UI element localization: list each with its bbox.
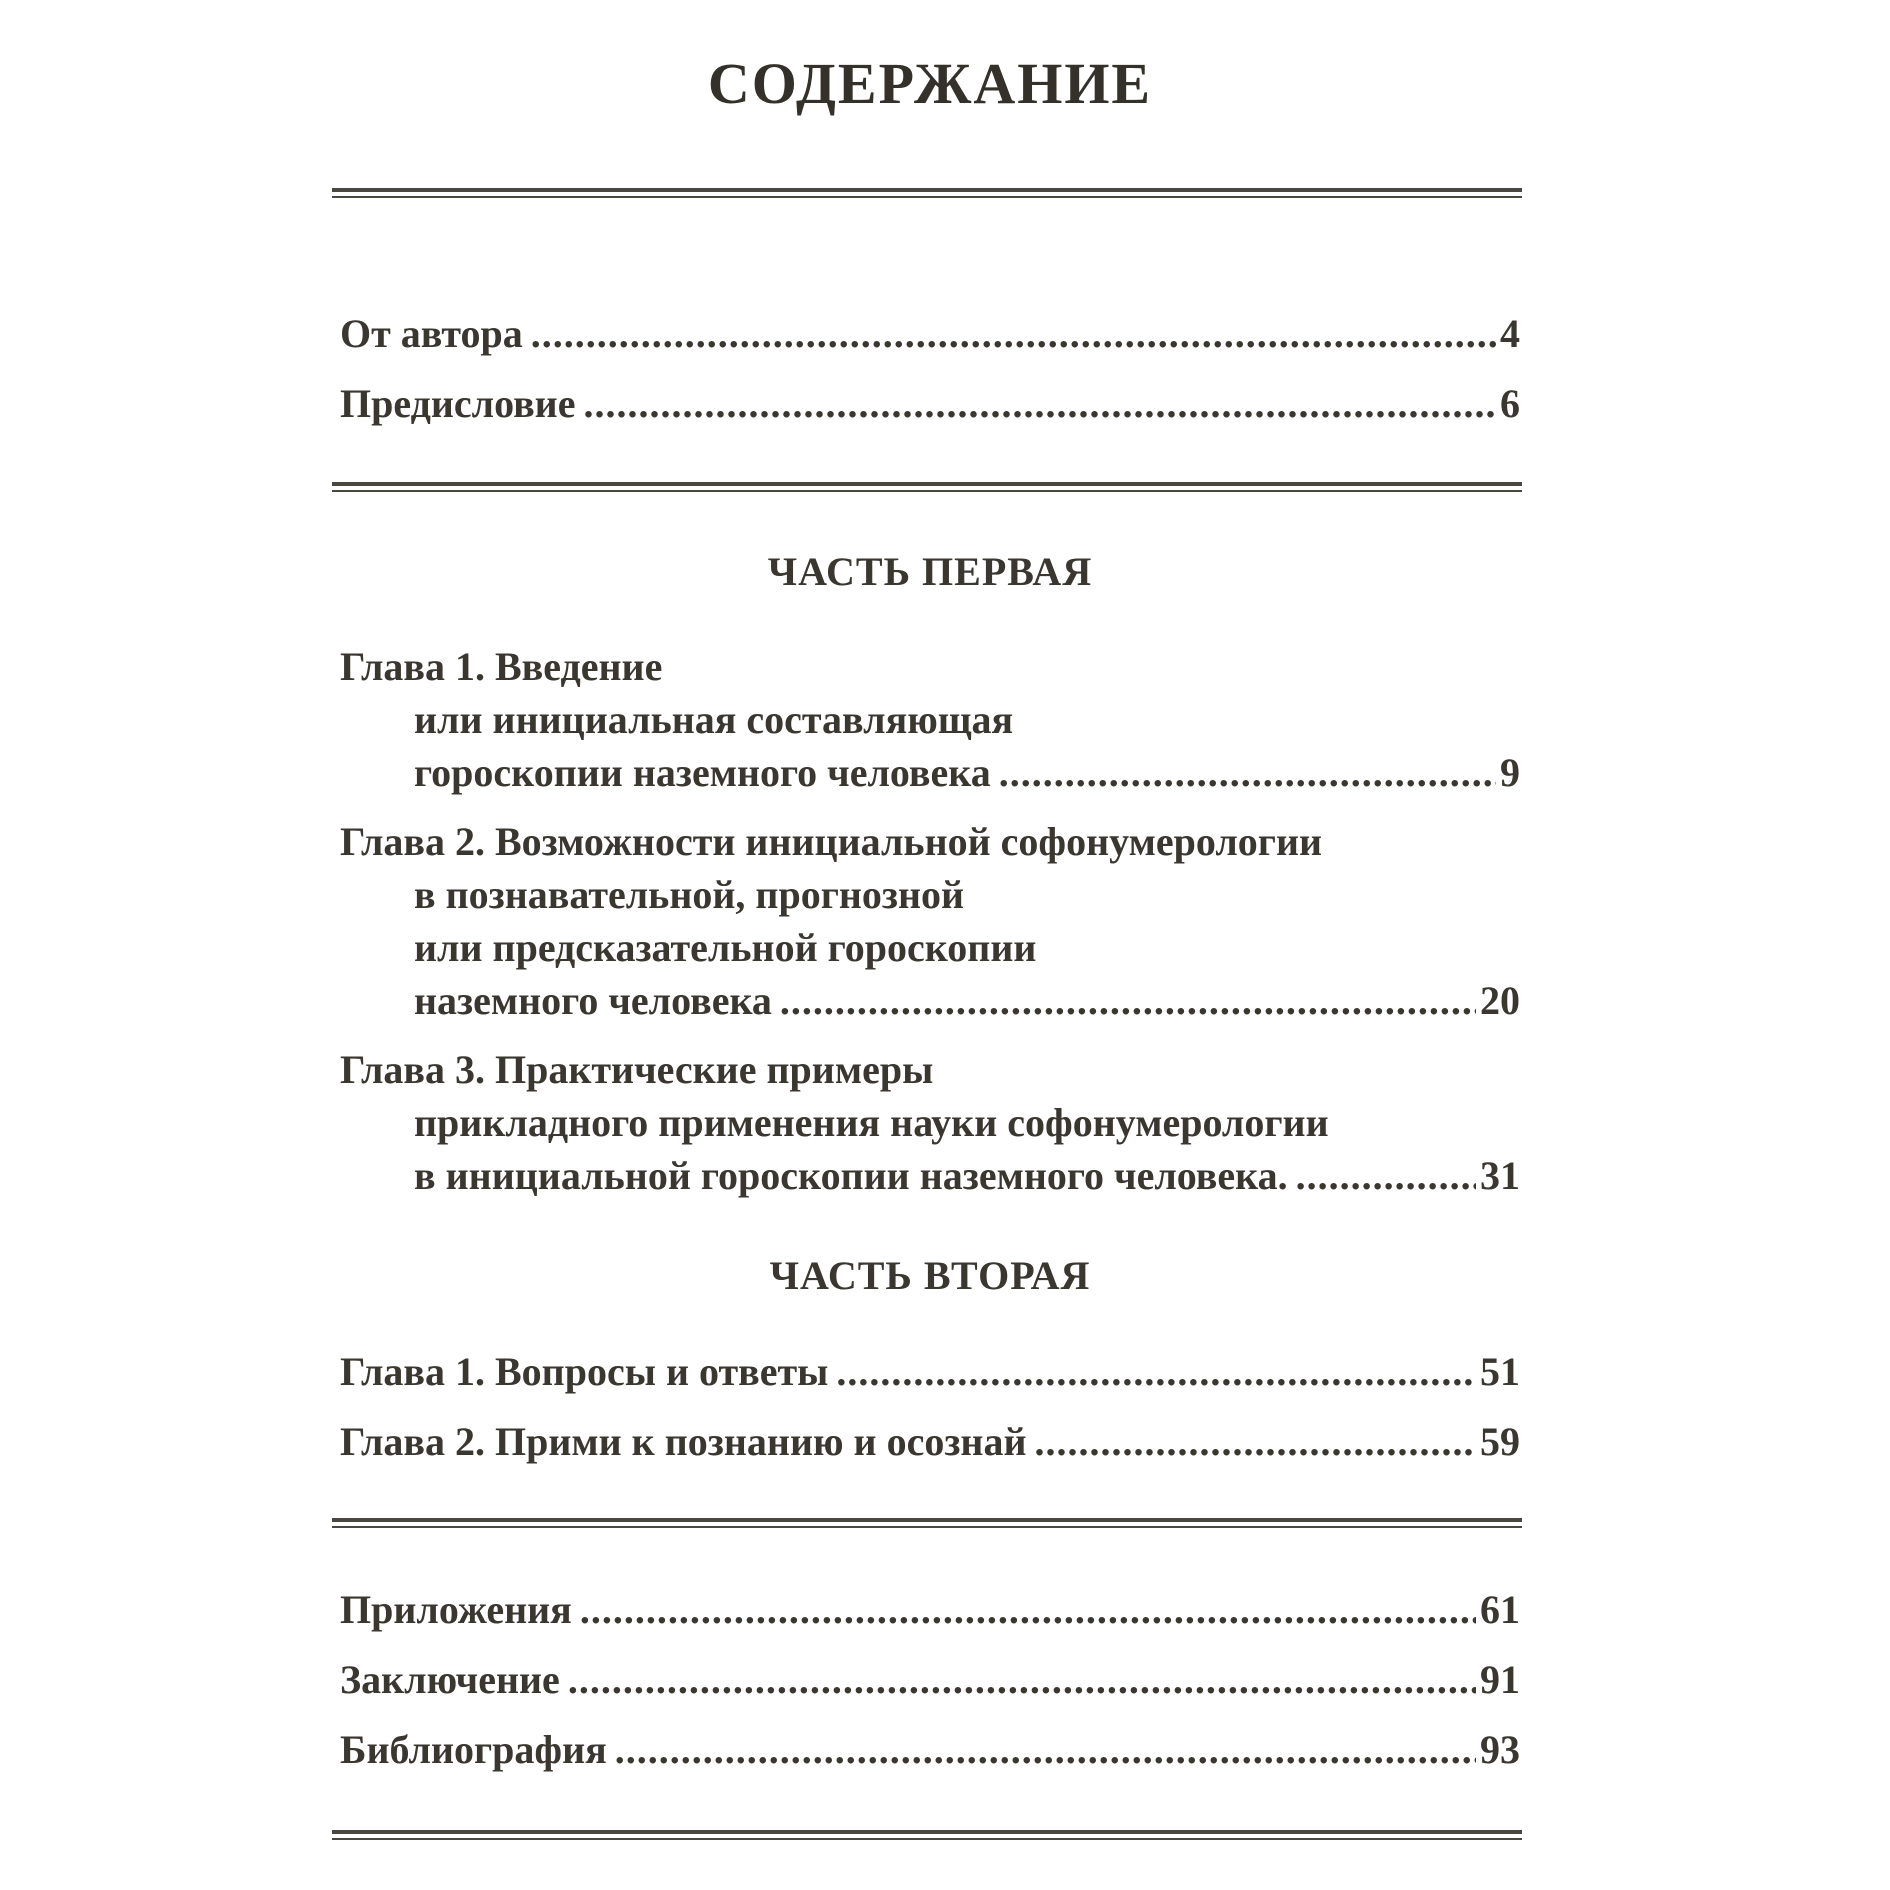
entry-page: 31 (1480, 1153, 1520, 1198)
entry-label: в инициальной гороскопии наземного человека. (414, 1153, 1288, 1198)
dot-leader (999, 746, 1496, 799)
entry-label: Предисловие (340, 381, 576, 426)
entry-page: 6 (1500, 381, 1520, 426)
dot-leader (1035, 1416, 1476, 1468)
dot-leader (568, 1654, 1476, 1706)
chapter-line: или инициальная составляющая (414, 697, 1014, 742)
entry-label: наземного человека (414, 978, 772, 1023)
dot-leader (780, 974, 1476, 1027)
entry-page: 61 (1480, 1587, 1520, 1632)
dot-leader (580, 1584, 1476, 1636)
chapter-heading: Глава 3. Практические примеры (340, 1047, 934, 1092)
entry-page: 4 (1500, 311, 1520, 356)
toc-chapter-2-1[interactable] (340, 1346, 1520, 1398)
toc-chapter-1-2[interactable] (340, 815, 1520, 1027)
chapter-heading: Глава 2. Возможности инициальной софонумерологии (340, 819, 1323, 864)
entry-label: От автора (340, 311, 523, 356)
entry-label: Библиография (340, 1727, 607, 1772)
entry-page: 20 (1480, 978, 1520, 1023)
dot-leader (836, 1346, 1476, 1398)
toc-entry-from-author[interactable] (340, 308, 1520, 360)
entry-label: гороскопии наземного человека (414, 750, 991, 795)
toc-chapter-1-1[interactable] (340, 640, 1520, 799)
entry-page: 9 (1500, 750, 1520, 795)
entry-label: Глава 2. Прими к познанию и осознай (340, 1419, 1027, 1464)
dot-leader (615, 1724, 1476, 1776)
entry-label: Приложения (340, 1587, 572, 1632)
toc-entry-preface[interactable] (340, 378, 1520, 430)
entry-page: 59 (1480, 1419, 1520, 1464)
page-title: СОДЕРЖАНИЕ (707, 51, 1153, 116)
part-one-title: ЧАСТЬ ПЕРВАЯ (767, 549, 1093, 594)
part-one-chapters (340, 640, 1520, 1202)
part-two-chapters (340, 1346, 1520, 1468)
entry-label: Глава 1. Вопросы и ответы (340, 1349, 829, 1394)
chapter-last-line (340, 746, 1520, 799)
dot-leader (583, 378, 1496, 430)
entry-page: 51 (1480, 1349, 1520, 1394)
toc-entry-conclusion[interactable] (340, 1654, 1520, 1706)
entry-page: 91 (1480, 1657, 1520, 1702)
chapter-last-line (340, 974, 1520, 1027)
front-matter-list (340, 308, 1520, 430)
toc-chapter-1-3[interactable] (340, 1043, 1520, 1202)
chapter-line: в познавательной, прогнозной (414, 872, 965, 917)
chapter-line: или предсказательной гороскопии (414, 925, 1037, 970)
entry-page: 93 (1480, 1727, 1520, 1772)
chapter-last-line (340, 1149, 1520, 1202)
back-matter-list (340, 1584, 1520, 1776)
dot-leader (1296, 1149, 1476, 1202)
entry-label: Заключение (340, 1657, 560, 1702)
chapter-heading: Глава 1. Введение (340, 644, 663, 689)
toc-chapter-2-2[interactable] (340, 1416, 1520, 1468)
toc-entry-bibliography[interactable] (340, 1724, 1520, 1776)
chapter-line: прикладного применения науки софонумерологии (414, 1100, 1329, 1145)
part-two-title: ЧАСТЬ ВТОРАЯ (769, 1253, 1091, 1298)
toc-entry-appendices[interactable] (340, 1584, 1520, 1636)
dot-leader (531, 308, 1496, 360)
